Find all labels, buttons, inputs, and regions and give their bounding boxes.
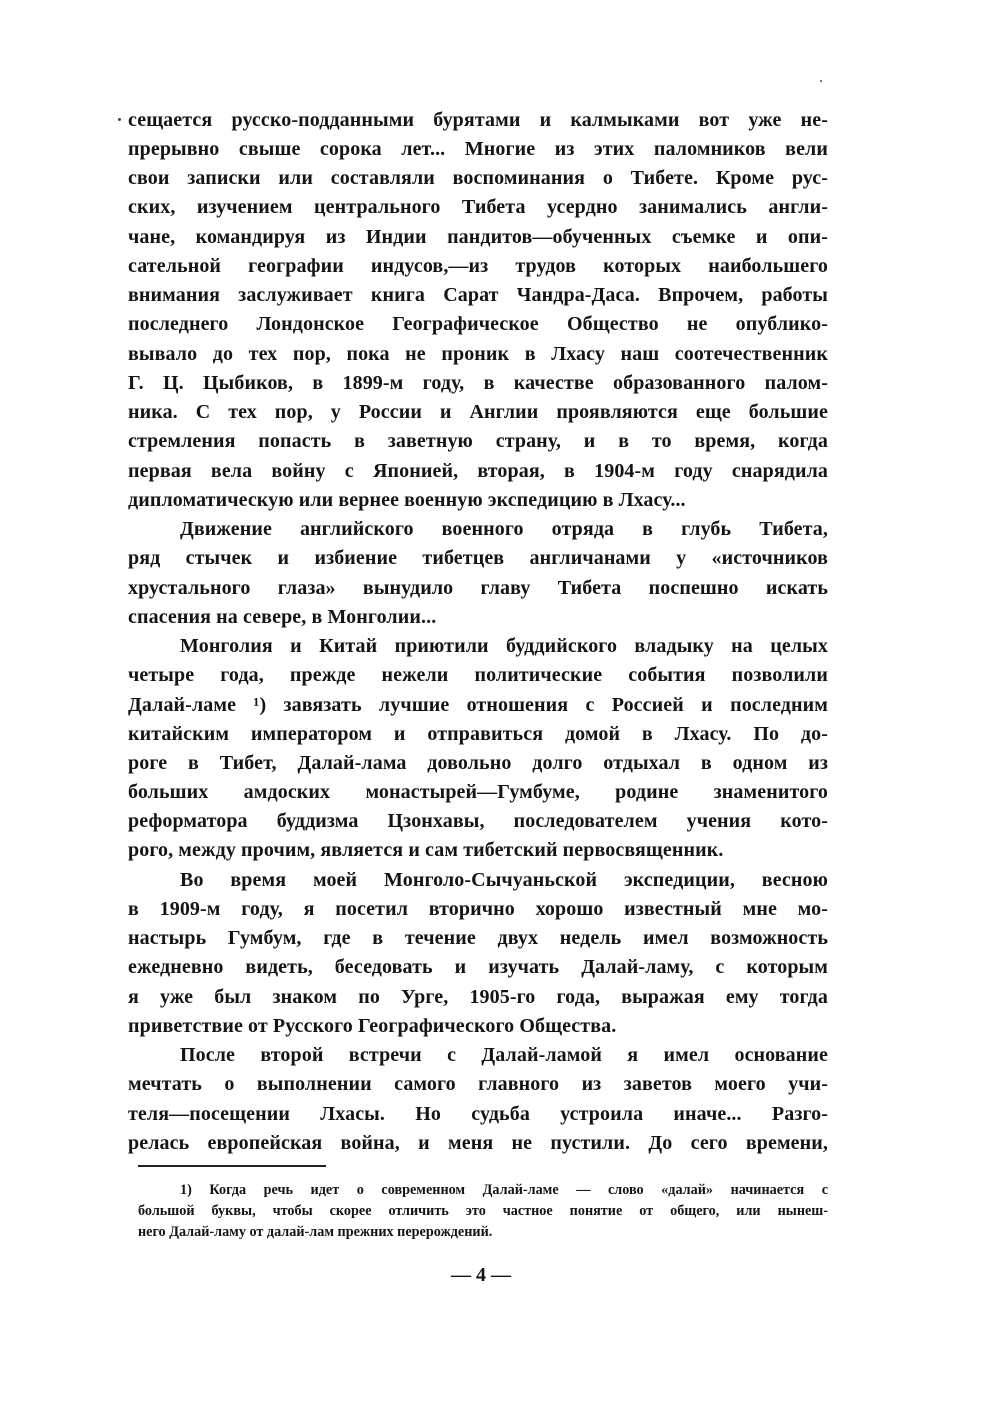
body-line: сательной географии индусов,—из трудов которых наибольшего	[128, 255, 828, 277]
body-line: больших амдоских монастырей—Гумбуме, родине знаменитого	[128, 781, 828, 803]
body-line: чане, командируя из Индии пандитов—обученных съемке и опи-	[128, 226, 828, 248]
paragraph-first-line: После второй встречи с Далай-ламой я имел основание	[180, 1044, 828, 1066]
body-line: рого, между прочим, является и сам тибетский первосвященник.	[128, 839, 724, 861]
body-line: китайским императором и отправиться домой в Лхасу. По до-	[128, 723, 828, 745]
body-line: спасения на севере, в Монголии...	[128, 606, 437, 628]
body-line: приветствие от Русского Географического Общества.	[128, 1015, 617, 1037]
body-line: реформатора буддизма Цзонхавы, последователем учения кото-	[128, 810, 828, 832]
body-line: четыре года, прежде нежели политические события позволили	[128, 664, 828, 686]
body-line: ских, изучением центрального Тибета усердно занимались англи-	[128, 196, 828, 218]
page-number: — 4 —	[451, 1264, 511, 1286]
paragraph-first-line: Монголия и Китай приютили буддийского владыку на целых	[180, 635, 828, 657]
body-line: свои записки или составляли воспоминания о Тибете. Кроме рус-	[128, 167, 828, 189]
body-line: Далай-ламе ¹) завязать лучшие отношения с Россией и последним	[128, 694, 828, 716]
body-line: первая вела войну с Японией, вторая, в 1904-м году снарядила	[128, 460, 828, 482]
footnote-line: 1) Когда речь идет о современном Далай-ламе — слово «далай» начинается с	[180, 1182, 828, 1198]
body-line: ежедневно видеть, беседовать и изучать Далай-ламу, с которым	[128, 956, 828, 978]
body-line: сещается русско-подданными бурятами и калмыками вот уже не-	[128, 109, 828, 131]
body-line: теля—посещении Лхасы. Но судьба устроила иначе... Разго-	[128, 1103, 828, 1125]
body-line: ника. С тех пор, у России и Англии проявляются еще большие	[128, 401, 828, 423]
body-line: релась европейская война, и меня не пустили. До сего времени,	[128, 1132, 828, 1154]
body-line: мечтать о выполнении самого главного из заветов моего учи-	[128, 1073, 828, 1095]
body-line: стремления попасть в заветную страну, и в то время, когда	[128, 430, 828, 452]
body-line: Г. Ц. Цыбиков, в 1899-м году, в качестве образованного палом-	[128, 372, 828, 394]
body-line: внимания заслуживает книга Сарат Чандра-Даса. Впрочем, работы	[128, 284, 828, 306]
paragraph-first-line: Движение английского военного отряда в глубь Тибета,	[180, 518, 828, 540]
footnote-separator	[138, 1165, 326, 1167]
body-line: ряд стычек и избиение тибетцев англичанами у «источников	[128, 547, 828, 569]
body-line: последнего Лондонское Географическое Общество не опублико-	[128, 313, 828, 335]
body-line: дипломатическую или вернее военную экспедицию в Лхасу...	[128, 489, 686, 511]
body-line: в 1909-м году, я посетил вторично хорошо известный мне мо-	[128, 898, 828, 920]
body-line: вывало до тех пор, пока не проник в Лхасу наш соотечественник	[128, 343, 828, 365]
body-line: настырь Гумбум, где в течение двух недель имел возможность	[128, 927, 828, 949]
footnote-line: него Далай-ламу от далай-лам прежних перерождений.	[138, 1224, 493, 1240]
body-line: прерывно свыше сорока лет... Многие из этих паломников вели	[128, 138, 828, 160]
body-line: я уже был знаком по Урге, 1905-го года, выражая ему тогда	[128, 986, 828, 1008]
body-line: хрустального глаза» вынудило главу Тибета поспешно искать	[128, 577, 828, 599]
ink-speck	[820, 80, 822, 82]
body-line: роге в Тибет, Далай-лама довольно долго отдыхал в одном из	[128, 752, 828, 774]
ink-speck	[118, 118, 121, 121]
footnote-line: большой буквы, чтобы скорее отличить это частное понятие от общего, или нынеш-	[138, 1203, 828, 1219]
paragraph-first-line: Во время моей Монголо-Сычуаньской экспедиции, весною	[180, 869, 828, 891]
